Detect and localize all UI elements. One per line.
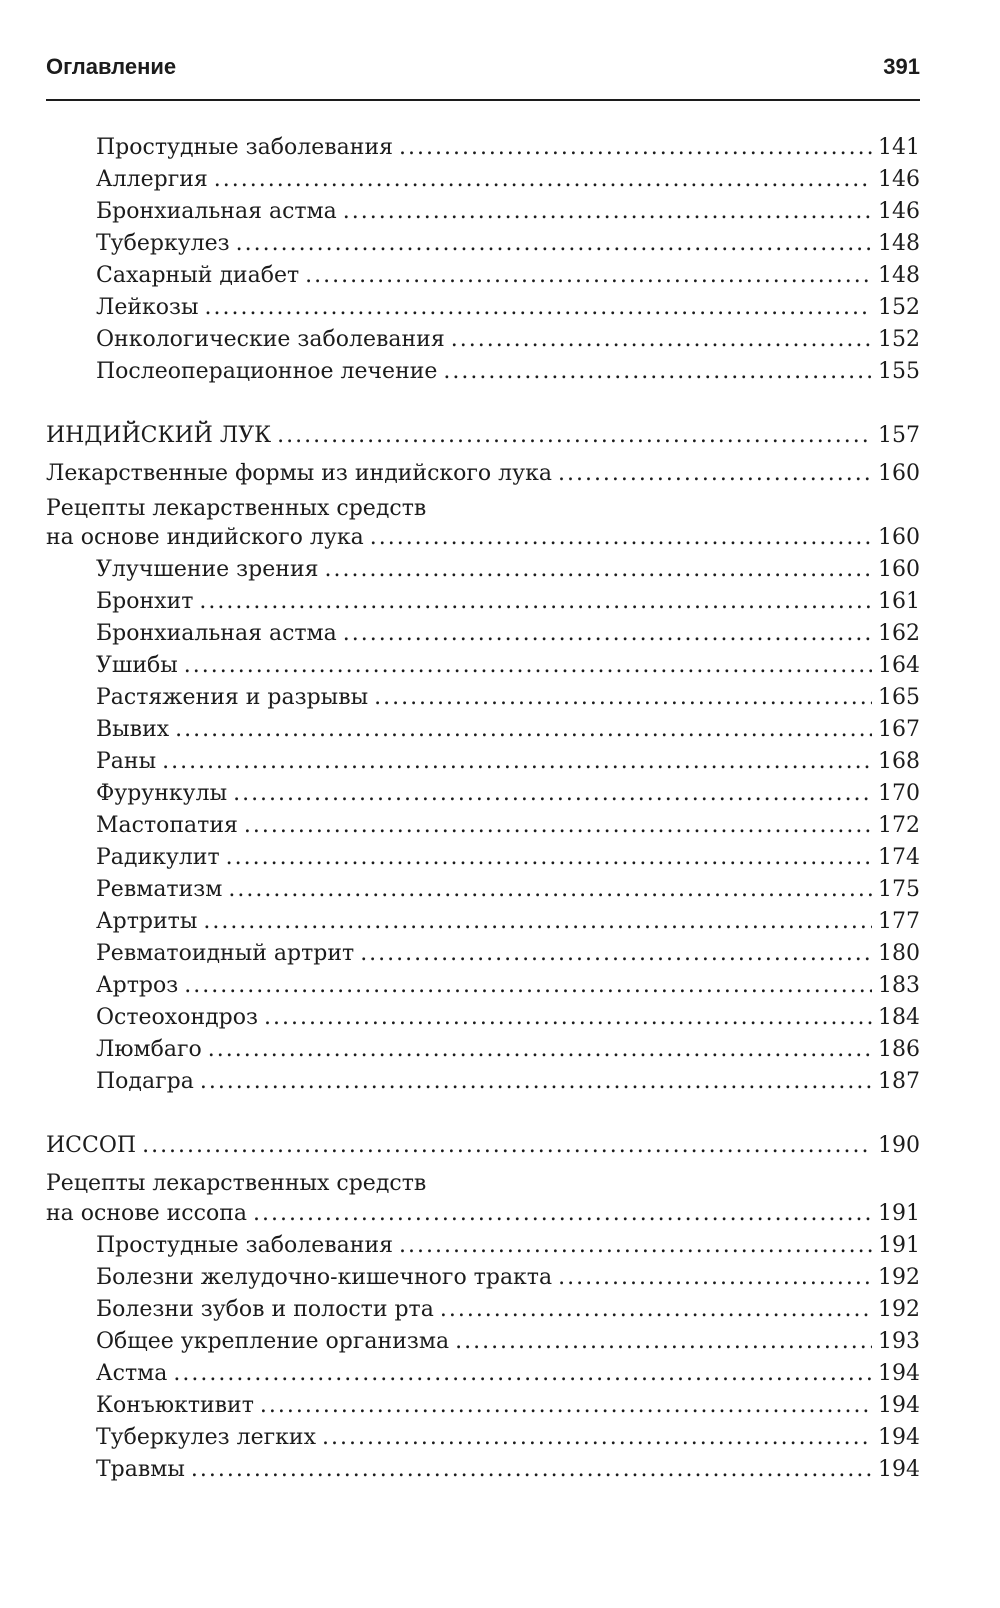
toc-entry[interactable] [96, 811, 920, 841]
toc-entry-page: 160 [878, 557, 920, 582]
toc-entry-page: 175 [878, 877, 920, 902]
toc-entry-title: Травмы [96, 1457, 185, 1482]
toc-entry[interactable] [96, 1455, 920, 1485]
toc-entry-title: Туберкулез легких [96, 1425, 316, 1450]
toc-subsection-recipes[interactable] [46, 523, 920, 553]
toc-entry-page: 174 [878, 845, 920, 870]
toc-entry-page: 161 [878, 589, 920, 614]
dot-leader [451, 325, 872, 355]
toc-subsection-recipes-line1[interactable]: Рецепты лекарственных средств [46, 1171, 427, 1196]
dot-leader [233, 779, 872, 809]
toc-entry[interactable] [96, 1067, 920, 1097]
toc-entry-title: Артриты [96, 909, 198, 934]
toc-entry-page: 148 [878, 263, 920, 288]
toc-entry[interactable] [96, 1359, 920, 1389]
dot-leader [173, 1359, 872, 1389]
toc-entry-title: Растяжения и разрывы [96, 685, 369, 710]
toc-entry[interactable] [96, 1035, 920, 1065]
toc-entry-title: Люмбаго [96, 1037, 202, 1062]
dot-leader [244, 811, 872, 841]
toc-entry[interactable] [96, 907, 920, 937]
dot-leader [253, 1199, 872, 1229]
dot-leader [455, 1327, 872, 1357]
dot-leader [260, 1391, 872, 1421]
toc-entry-page: 192 [878, 1265, 920, 1290]
toc-entry[interactable] [96, 747, 920, 777]
toc-entry-page: 164 [878, 653, 920, 678]
toc-entry[interactable] [96, 133, 920, 163]
dot-leader [370, 523, 872, 553]
toc-section-title: ИССОП [46, 1133, 137, 1158]
dot-leader [399, 133, 872, 163]
toc-subsection-page: 191 [878, 1201, 920, 1226]
toc-entry[interactable] [96, 1003, 920, 1033]
toc-entry[interactable] [96, 971, 920, 1001]
toc-entry-title: Подагра [96, 1069, 194, 1094]
toc-entry-title: Радикулит [96, 845, 220, 870]
toc-entry-page: 172 [878, 813, 920, 838]
toc-entry[interactable] [96, 229, 920, 259]
toc-entry-page: 170 [878, 781, 920, 806]
toc-entry-page: 183 [878, 973, 920, 998]
header-title: Оглавление [46, 54, 177, 79]
toc-entry-page: 152 [878, 295, 920, 320]
toc-entry-page: 148 [878, 231, 920, 256]
toc-entry-page: 167 [878, 717, 920, 742]
toc-entry[interactable] [96, 715, 920, 745]
toc-section-title: ИНДИЙСКИЙ ЛУК [46, 423, 272, 448]
toc-entry-title: Болезни желудочно-кишечного тракта [96, 1265, 553, 1290]
toc-entry-page: 162 [878, 621, 920, 646]
dot-leader [184, 971, 872, 1001]
toc-entry-title: Конъюктивит [96, 1393, 254, 1418]
dot-leader [208, 1035, 872, 1065]
dot-leader [236, 229, 872, 259]
header-page-number: 391 [883, 54, 920, 79]
toc-entry-page: 146 [878, 199, 920, 224]
dot-leader [558, 1263, 872, 1293]
toc-entry[interactable] [96, 555, 920, 585]
toc-entry-title: Раны [96, 749, 157, 774]
toc-entry-title: Астма [96, 1361, 168, 1386]
toc-entry[interactable] [96, 293, 920, 323]
toc-entry[interactable] [96, 165, 920, 195]
dot-leader [184, 651, 872, 681]
toc-entry-title: Бронхит [96, 589, 194, 614]
toc-entry[interactable] [96, 325, 920, 355]
toc-entry-title: Ревматоидный артрит [96, 941, 355, 966]
toc-entry-page: 192 [878, 1297, 920, 1322]
toc-entry-page: 165 [878, 685, 920, 710]
toc-entry-page: 141 [878, 135, 920, 160]
dot-leader [205, 293, 872, 323]
running-header [46, 54, 920, 82]
dot-leader [324, 555, 872, 585]
dot-leader [343, 197, 872, 227]
toc-entry-page: 177 [878, 909, 920, 934]
toc-entry-page: 180 [878, 941, 920, 966]
dot-leader [443, 357, 872, 387]
toc-subsection-page: 160 [878, 461, 920, 486]
toc-entry-title: Простудные заболевания [96, 135, 393, 160]
toc-entry[interactable] [96, 1423, 920, 1453]
toc-entry-title: Артроз [96, 973, 179, 998]
toc-entry-title: Фурункулы [96, 781, 228, 806]
toc-entry-page: 146 [878, 167, 920, 192]
toc-entry-page: 194 [878, 1393, 920, 1418]
toc-entry[interactable] [96, 843, 920, 873]
toc-entry-title: Улучшение зрения [96, 557, 319, 582]
toc-entry[interactable] [96, 197, 920, 227]
toc-entry-title: Туберкулез [96, 231, 230, 256]
toc-entry-page: 168 [878, 749, 920, 774]
toc-subsection-forms[interactable] [46, 459, 920, 489]
toc-section-page: 157 [878, 423, 920, 448]
toc-entry-title: Остеохондроз [96, 1005, 258, 1030]
dot-leader [343, 619, 872, 649]
toc-entry-page: 191 [878, 1233, 920, 1258]
toc-subsection-recipes-line1[interactable]: Рецепты лекарственных средств [46, 496, 427, 521]
toc-entry[interactable] [96, 587, 920, 617]
toc-entry-title: Бронхиальная астма [96, 621, 337, 646]
toc-entry[interactable] [96, 1327, 920, 1357]
toc-entry-title: Лейкозы [96, 295, 199, 320]
toc-entry-page: 194 [878, 1361, 920, 1386]
toc-entry-page: 187 [878, 1069, 920, 1094]
dot-leader [228, 875, 872, 905]
toc-entry-title: Аллергия [96, 167, 208, 192]
toc-entry[interactable] [96, 357, 920, 387]
toc-entry[interactable] [96, 683, 920, 713]
toc-subsection-recipes[interactable] [46, 1199, 920, 1229]
toc-entry[interactable] [96, 875, 920, 905]
toc-subsection-title: на основе индийского лука [46, 525, 364, 550]
toc-entry[interactable] [96, 619, 920, 649]
dot-leader [399, 1231, 872, 1261]
toc-entry-page: 194 [878, 1425, 920, 1450]
toc-entry-title: Сахарный диабет [96, 263, 300, 288]
toc-entry[interactable] [96, 1231, 920, 1261]
dot-leader [191, 1455, 872, 1485]
toc-entry-title: Мастопатия [96, 813, 238, 838]
toc-entry-page: 184 [878, 1005, 920, 1030]
dot-leader [162, 747, 872, 777]
toc-entry-title: Послеоперационное лечение [96, 359, 438, 384]
header-rule [46, 99, 920, 101]
toc-entry-page: 193 [878, 1329, 920, 1354]
toc-section-onion[interactable] [46, 421, 920, 451]
toc-entry-title: Онкологические заболевания [96, 327, 445, 352]
toc-entry-title: Ревматизм [96, 877, 223, 902]
dot-leader [200, 1067, 872, 1097]
dot-leader [175, 715, 872, 745]
toc-subsection-title: на основе иссопа [46, 1201, 247, 1226]
toc-entry-page: 186 [878, 1037, 920, 1062]
dot-leader [277, 421, 872, 451]
toc-entry[interactable] [96, 1391, 920, 1421]
toc-section-hyssop[interactable] [46, 1131, 920, 1161]
dot-leader [226, 843, 872, 873]
dot-leader [322, 1423, 872, 1453]
toc-entry[interactable] [96, 779, 920, 809]
toc-entry-page: 194 [878, 1457, 920, 1482]
dot-leader [360, 939, 872, 969]
toc-entry-title: Ушибы [96, 653, 178, 678]
toc-entry-title: Бронхиальная астма [96, 199, 337, 224]
toc-entry-page: 152 [878, 327, 920, 352]
toc-entry[interactable] [96, 939, 920, 969]
toc-entry[interactable] [96, 1263, 920, 1293]
toc-entry-title: Простудные заболевания [96, 1233, 393, 1258]
toc-entry-title: Общее укрепление организма [96, 1329, 450, 1354]
toc-subsection-page: 160 [878, 525, 920, 550]
dot-leader [558, 459, 872, 489]
toc-entry-page: 155 [878, 359, 920, 384]
dot-leader [199, 587, 872, 617]
dot-leader [214, 165, 872, 195]
toc-entry-title: Вывих [96, 717, 170, 742]
dot-leader [203, 907, 872, 937]
toc-entry[interactable] [96, 1295, 920, 1325]
dot-leader [305, 261, 872, 291]
dot-leader [264, 1003, 872, 1033]
dot-leader [374, 683, 872, 713]
toc-subsection-title: Лекарственные формы из индийского лука [46, 461, 552, 486]
toc-entry[interactable] [96, 261, 920, 291]
toc-entry-title: Болезни зубов и полости рта [96, 1297, 434, 1322]
dot-leader [440, 1295, 872, 1325]
toc-section-page: 190 [878, 1133, 920, 1158]
toc-entry[interactable] [96, 651, 920, 681]
dot-leader [142, 1131, 872, 1161]
